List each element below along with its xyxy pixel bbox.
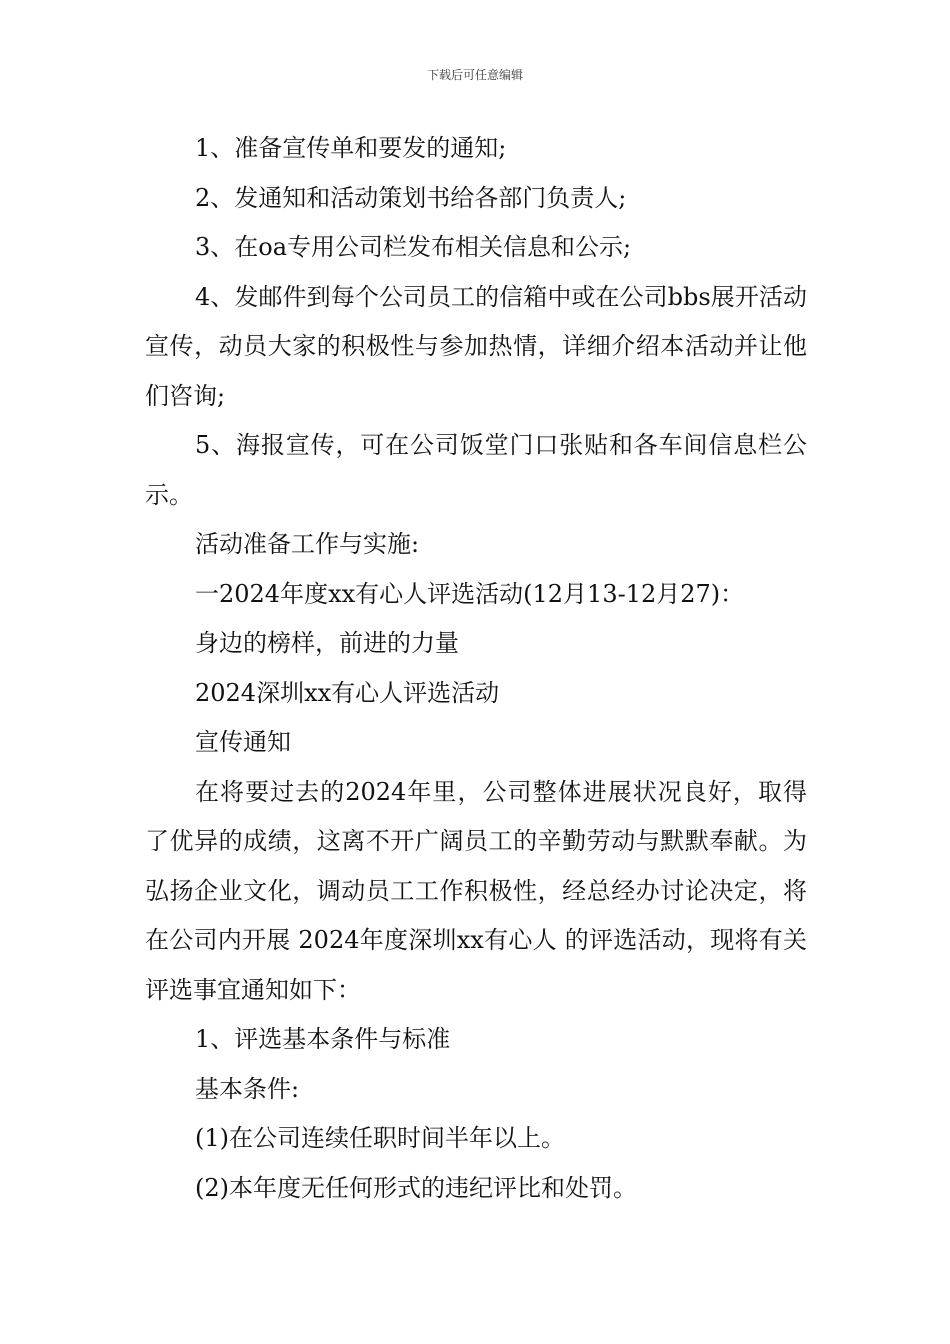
paragraph: 4、发邮件到每个公司员工的信箱中或在公司bbs展开活动宣传，动员大家的积极性与参加热情，详细介绍本活动并让他们咨询; [145,282,807,410]
paragraph: 一2024年度xx有心人评选活动(12月13-12月27)： [195,579,745,608]
notice-title: 宣传通知 [195,728,291,756]
section-heading: 1、评选基本条件与标准 [195,1025,451,1053]
paragraph: 3、在oa专用公司栏发布相关信息和公示; [195,233,632,261]
paragraph: 在将要过去的2024年里，公司整体进展状况良好，取得了优异的成绩，这离不开广阔员工的辛勤劳动与默默奉献。为弘扬企业文化，调动员工工作积极性，经总经办讨论决定，将在公司内开展 2024年度深圳xx有心人 的评选活动，现将有关评选事宜通知如下： [145,777,807,1004]
paragraph: 5、海报宣传，可在公司饭堂门口张贴和各车间信息栏公示。 [145,431,807,509]
paragraph: 1、准备宣传单和要发的通知; [195,134,507,162]
list-item: (1)在公司连续任职时间半年以上。 [195,1124,565,1152]
paragraph: 2、发通知和活动策划书给各部门负责人; [195,183,627,212]
activity-title: 2024深圳xx有心人评选活动 [195,678,500,707]
section-heading: 活动准备工作与实施: [195,530,420,558]
list-item: (2)本年度无任何形式的违纪评比和处罚。 [195,1173,637,1202]
document-body [145,124,807,1213]
slogan: 身边的榜样，前进的力量 [195,629,459,657]
page-header-note: 下载后可任意编辑 [426,68,523,82]
subheading: 基本条件: [195,1074,300,1103]
